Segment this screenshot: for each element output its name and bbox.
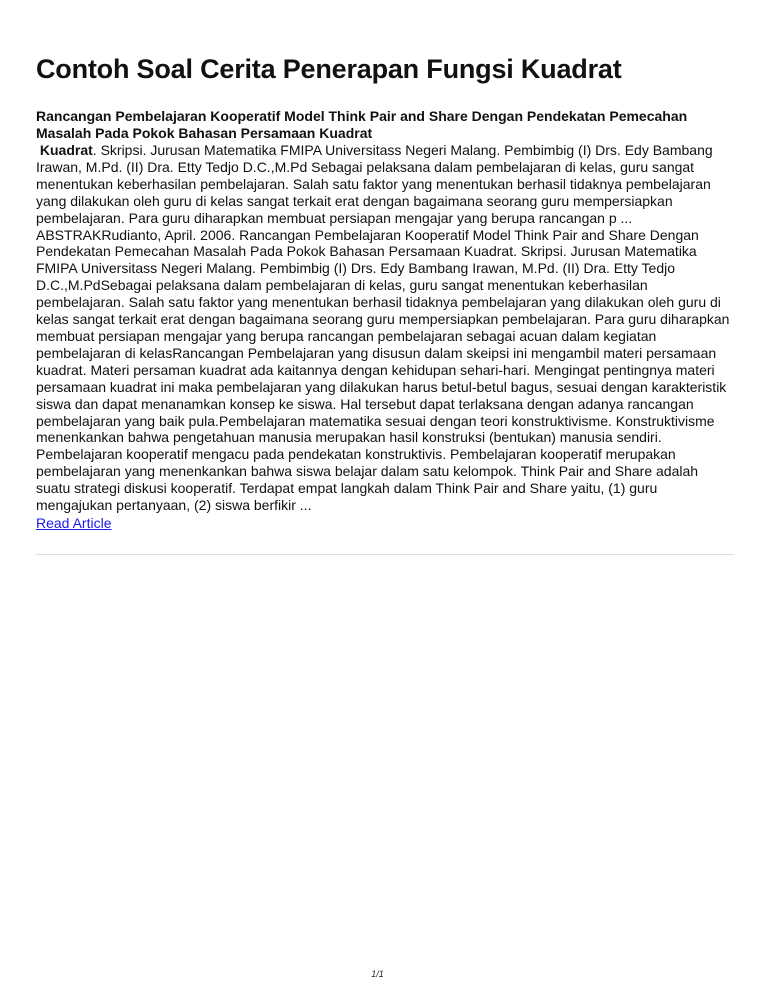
page-number: 1/1: [371, 969, 384, 979]
article-body: [36, 142, 736, 514]
article-excerpt: . Skripsi. Jurusan Matematika FMIPA Universitass Negeri Malang. Pembimbig (I) Drs. Edy Bambang Irawan, M.Pd. (II) Dra. Etty Tedjo D.C.,M.Pd Sebagai pelaksana dalam pembelajaran di kelas, guru sangat menentukan keberhasilan pembelajaran. Salah satu faktor yang menentukan berhasil tidaknya pembelajaran yang dilakukan oleh guru di kelas sangat terkait erat dengan bagaimana seorang guru mempersiapkan pembelajaran. Para guru diharapkan membuat persiapan mengajar yang berupa rancangan p ... ABSTRAKRudianto, April. 2006. Rancangan Pembelajaran Kooperatif Model Think Pair and Share Dengan Pendekatan Pemecahan Masalah Pada Pokok Bahasan Persamaan Kuadrat. Skripsi. Jurusan Matematika FMIPA Universitass Negeri Malang. Pembimbig (I) Drs. Edy Bambang Irawan, M.Pd. (II) Dra. Etty Tedjo D.C.,M.PdSebagai pelaksana dalam pembelajaran di kelas, guru sangat menentukan keberhasilan pembelajaran. Salah satu faktor yang menentukan berhasil tidaknya pembelajaran yang dilakukan oleh guru di kelas sangat terkait erat dengan bagaimana seorang guru mempersiapkan pembelajaran. Para guru diharapkan membuat persiapan mengajar yang berupa rancangan pembelajaran sebagai acuan dalam kegiatan pembelajaran di kelasRancangan Pembelajaran yang disusun dalam skeipsi ini mengambil materi persamaan kuadrat. Materi persaman kuadrat ada kaitannya dengan kehidupan sehari-hari. Mengingat pentingnya materi persamaan kuadrat ini maka pembelajaran yang dilakukan harus betul-betul bagus, sesuai dengan karakteristik siswa dan dapat menanamkan konsep ke siswa. Hal tersebut dapat terlaksana dengan adanya rancangan pembelajaran yang baik pula.Pembelajaran matematika sesuai dengan teori konstruktivisme. Konstruktivisme menenkankan bahwa pengetahuan manusia merupakan hasil konstruksi (bentukan) manusia sendiri. Pembelajaran kooperatif mengacu pada pendekatan konstruktivis. Pembelajaran kooperatif merupakan pembelajaran yang menenkankan bahwa siswa belajar dalam satu kelompok. Think Pair and Share adalah suatu strategi diskusi kooperatif. Terdapat empat langkah dalam Think Pair and Share yaitu, (1) guru mengajukan pertanyaan, (2) siswa berfikir ...: [36, 142, 730, 514]
article-title: Rancangan Pembelajaran Kooperatif Model Think Pair and Share Dengan Pendekatan Pemecahan Masalah Pada Pokok Bahasan Persamaan Kuadrat: [36, 108, 688, 141]
read-article-link[interactable]: Read Article: [36, 514, 112, 531]
article-keyword: Kuadrat: [39, 142, 93, 158]
article-entry: [36, 108, 736, 533]
article-divider: [36, 554, 734, 555]
page-title: Contoh Soal Cerita Penerapan Fungsi Kuadrat: [36, 54, 622, 84]
